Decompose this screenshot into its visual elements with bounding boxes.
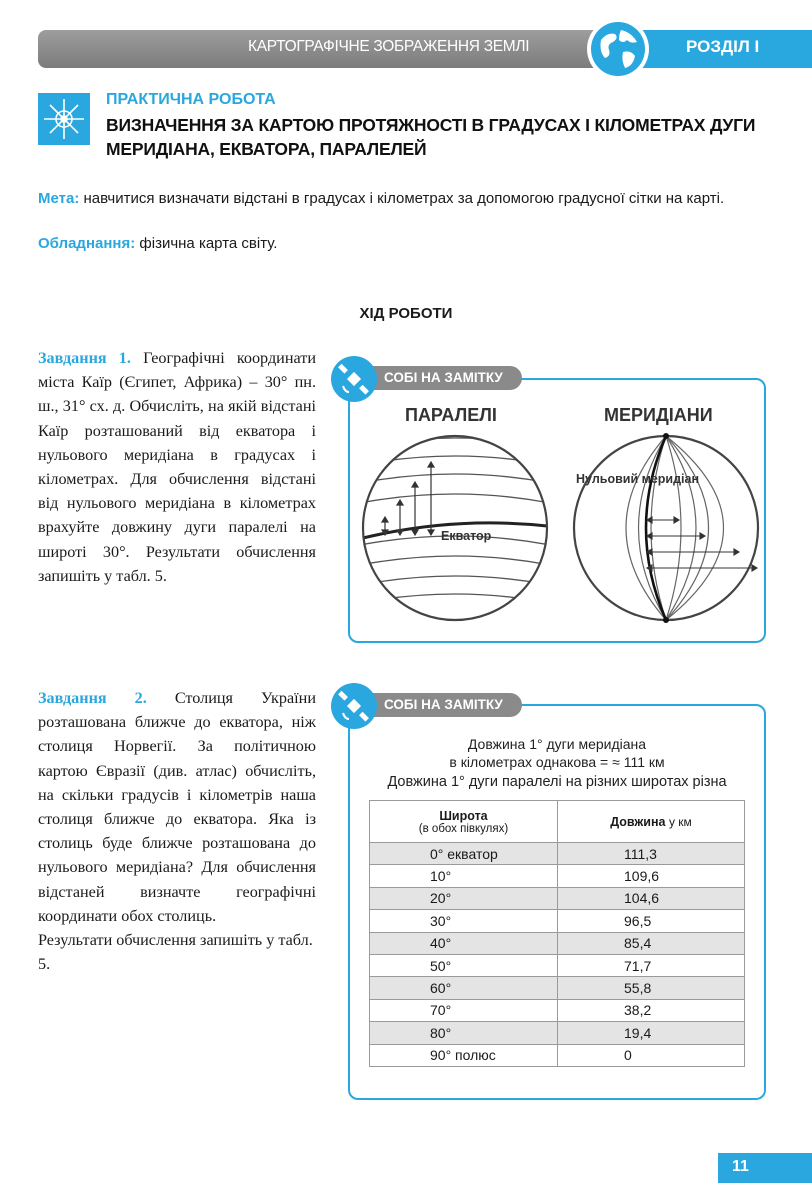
- task-2-result-note: Результати обчислення запишіть у табл. 5.: [38, 931, 313, 974]
- practical-title: ВИЗНАЧЕННЯ ЗА КАРТОЮ ПРОТЯЖНОСТІ В ГРАДУСАХ І КІЛОМЕТРАХ ДУГИ МЕРИДІАНА, ЕКВАТОРА, ПАРАЛЕЛЕЙ: [106, 115, 756, 159]
- satellite-icon: [331, 356, 377, 402]
- task-2: [38, 686, 316, 976]
- equipment-text: фізична карта світу.: [139, 235, 278, 252]
- length-header: Довжина у км: [558, 801, 745, 843]
- table-header-row: [370, 801, 745, 843]
- task-1-text: Географічні координати міста Каїр (Єгипет, Африка) – 30° пн. ш., 31° сх. д. Обчисліть, на якій відстані Каїр розташований від екватора і нульового меридіана в градусах і кілометрах. Для обчислення відстані від нульового меридіана в кілометрах врахуйте довжину дуги паралелі на широті 30°. Результати обчислення запишіть у табл. 5.: [38, 349, 317, 585]
- compass-rose-icon: [38, 93, 90, 145]
- parallels-globe: [355, 428, 555, 628]
- meridians-heading: МЕРИДІАНИ: [604, 405, 713, 425]
- prime-meridian-label: Нульовий меридіан: [576, 472, 700, 486]
- table-row: 30° 96,5: [370, 910, 745, 932]
- page-number: 11: [718, 1153, 812, 1183]
- table-row: 70° 38,2: [370, 999, 745, 1021]
- practical-label: ПРАКТИЧНА РОБОТА: [106, 91, 276, 108]
- task-1: [38, 346, 316, 588]
- task-2-text: Столиця України розташована ближче до екватора, ніж столиця Норвегії. За політичною картою Євразії (див. атлас) обчисліть, на скільки градусів і кілометрів наша столиця ближче до екватора. Яка із столиць буде ближче розташована до нульового меридіана? Для обчислення відстаней визначте географічні координати обох столиць.: [38, 689, 316, 925]
- parallel-length-table: [369, 800, 745, 1067]
- chapter-title: КАРТОГРАФІЧНЕ ЗОБРАЖЕННЯ ЗЕМЛІ: [248, 38, 530, 55]
- task-2-label: Завдання 2.: [38, 689, 147, 707]
- satellite-icon: [331, 683, 377, 729]
- table-row: 10° 109,6: [370, 865, 745, 887]
- section-label: РОЗДІЛ І: [686, 37, 760, 56]
- equipment-line: [38, 235, 277, 252]
- parallels-heading: ПАРАЛЕЛІ: [405, 405, 497, 425]
- latitude-header: Широта (в обох півкулях): [370, 801, 558, 843]
- table-row: 80° 19,4: [370, 1022, 745, 1044]
- equipment-label: Обладнання:: [38, 235, 136, 252]
- equator-label: Екватор: [441, 529, 492, 543]
- meridian-length-value: в кілометрах однакова = ≈ 111 км: [449, 754, 665, 770]
- table-row: 0° екватор 111,3: [370, 843, 745, 865]
- meridians-globe: [566, 428, 766, 628]
- task-1-label: Завдання 1.: [38, 349, 131, 367]
- table-row: 60° 55,8: [370, 977, 745, 999]
- note-tab: СОБІ НА ЗАМІТКУ: [336, 693, 522, 717]
- goal-text: навчитися визначати відстані в градусах і кілометрах за допомогою градусної сітки на карті.: [83, 190, 725, 207]
- goal-label: Мета:: [38, 190, 80, 207]
- globe-icon: [587, 18, 649, 80]
- prime-meridian-line: [646, 436, 666, 620]
- steps-heading: ХІД РОБОТИ: [359, 305, 453, 322]
- note-tab: СОБІ НА ЗАМІТКУ: [336, 366, 522, 390]
- table-row: 40° 85,4: [370, 932, 745, 954]
- parallel-length-line: Довжина 1° дуги паралелі на різних широтах різна: [387, 774, 727, 790]
- table-row: 50° 71,7: [370, 954, 745, 976]
- table-row: 20° 104,6: [370, 887, 745, 909]
- table-row: 90° полюс 0: [370, 1044, 745, 1066]
- goal-line: [38, 190, 724, 207]
- meridian-length-line: Довжина 1° дуги меридіана: [467, 736, 647, 752]
